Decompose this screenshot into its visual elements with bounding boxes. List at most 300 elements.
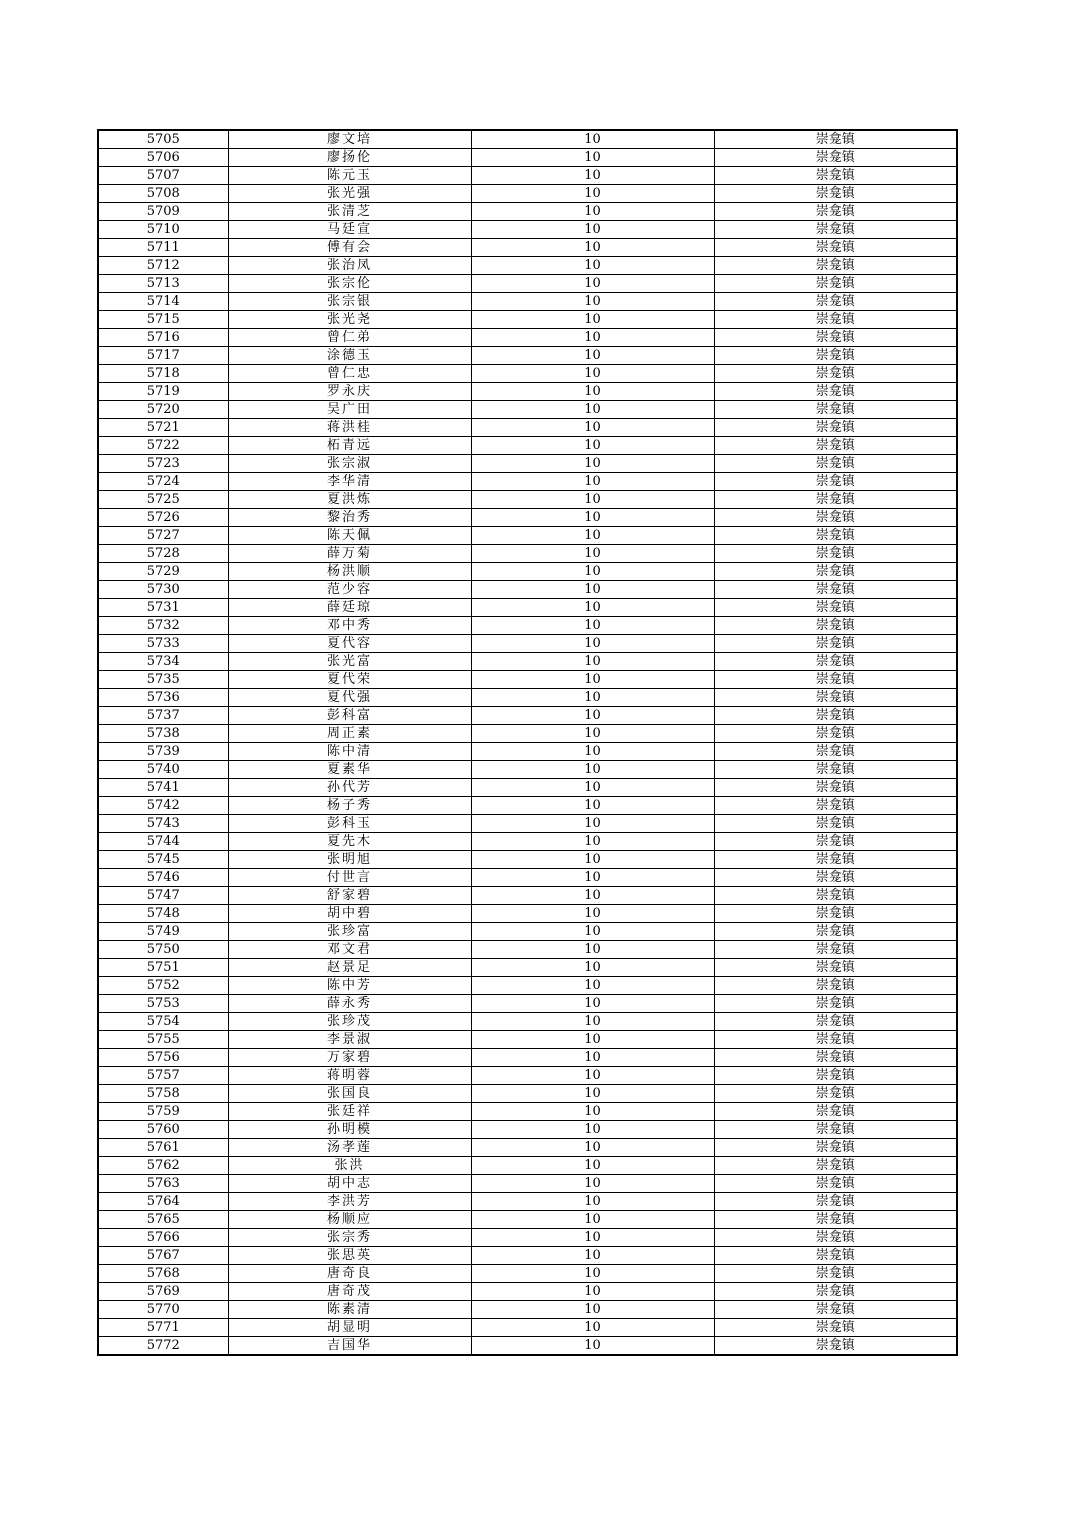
cell-id: 5707 xyxy=(98,167,228,185)
cell-id: 5756 xyxy=(98,1049,228,1067)
table-row xyxy=(98,599,957,617)
cell-amount: 10 xyxy=(471,167,714,185)
cell-town: 崇龛镇 xyxy=(714,1265,957,1283)
cell-amount: 10 xyxy=(471,527,714,545)
cell-town: 崇龛镇 xyxy=(714,977,957,995)
cell-id: 5732 xyxy=(98,617,228,635)
cell-name: 彭科富 xyxy=(228,707,471,725)
table-row xyxy=(98,365,957,383)
table-row xyxy=(98,1265,957,1283)
table-row xyxy=(98,797,957,815)
cell-amount: 10 xyxy=(471,725,714,743)
cell-name: 彭科玉 xyxy=(228,815,471,833)
table-row xyxy=(98,1247,957,1265)
cell-town: 崇龛镇 xyxy=(714,1013,957,1031)
cell-name: 邓中秀 xyxy=(228,617,471,635)
cell-amount: 10 xyxy=(471,1319,714,1337)
cell-name: 涂德玉 xyxy=(228,347,471,365)
cell-id: 5721 xyxy=(98,419,228,437)
cell-id: 5739 xyxy=(98,743,228,761)
cell-name: 张光强 xyxy=(228,185,471,203)
cell-amount: 10 xyxy=(471,905,714,923)
table-row xyxy=(98,1049,957,1067)
cell-id: 5763 xyxy=(98,1175,228,1193)
cell-town: 崇龛镇 xyxy=(714,833,957,851)
cell-amount: 10 xyxy=(471,509,714,527)
table-row xyxy=(98,275,957,293)
cell-id: 5742 xyxy=(98,797,228,815)
cell-town: 崇龛镇 xyxy=(714,815,957,833)
cell-town: 崇龛镇 xyxy=(714,203,957,221)
cell-amount: 10 xyxy=(471,1103,714,1121)
cell-name: 付世言 xyxy=(228,869,471,887)
cell-amount: 10 xyxy=(471,239,714,257)
cell-town: 崇龛镇 xyxy=(714,617,957,635)
cell-town: 崇龛镇 xyxy=(714,455,957,473)
cell-amount: 10 xyxy=(471,1067,714,1085)
cell-id: 5719 xyxy=(98,383,228,401)
cell-town: 崇龛镇 xyxy=(714,797,957,815)
table-row xyxy=(98,815,957,833)
cell-town: 崇龛镇 xyxy=(714,959,957,977)
cell-amount: 10 xyxy=(471,329,714,347)
cell-id: 5765 xyxy=(98,1211,228,1229)
cell-town: 崇龛镇 xyxy=(714,779,957,797)
cell-name: 曾仁弟 xyxy=(228,329,471,347)
cell-amount: 10 xyxy=(471,1301,714,1319)
cell-town: 崇龛镇 xyxy=(714,671,957,689)
cell-town: 崇龛镇 xyxy=(714,545,957,563)
cell-town: 崇龛镇 xyxy=(714,1103,957,1121)
cell-name: 杨顺应 xyxy=(228,1211,471,1229)
cell-id: 5741 xyxy=(98,779,228,797)
cell-id: 5751 xyxy=(98,959,228,977)
cell-name: 柘青远 xyxy=(228,437,471,455)
cell-amount: 10 xyxy=(471,130,714,149)
cell-amount: 10 xyxy=(471,671,714,689)
cell-name: 张廷祥 xyxy=(228,1103,471,1121)
cell-name: 李洪芳 xyxy=(228,1193,471,1211)
cell-name: 陈中清 xyxy=(228,743,471,761)
table-row xyxy=(98,1319,957,1337)
cell-town: 崇龛镇 xyxy=(714,1301,957,1319)
cell-town: 崇龛镇 xyxy=(714,383,957,401)
cell-amount: 10 xyxy=(471,977,714,995)
cell-amount: 10 xyxy=(471,545,714,563)
table-row xyxy=(98,923,957,941)
cell-name: 万家碧 xyxy=(228,1049,471,1067)
cell-amount: 10 xyxy=(471,995,714,1013)
cell-id: 5715 xyxy=(98,311,228,329)
table-row xyxy=(98,563,957,581)
cell-name: 邓文君 xyxy=(228,941,471,959)
table-row xyxy=(98,1031,957,1049)
cell-name: 陈天佩 xyxy=(228,527,471,545)
cell-name: 傅有会 xyxy=(228,239,471,257)
table-row xyxy=(98,653,957,671)
cell-id: 5772 xyxy=(98,1337,228,1356)
table-row xyxy=(98,239,957,257)
cell-name: 夏代荣 xyxy=(228,671,471,689)
cell-id: 5744 xyxy=(98,833,228,851)
cell-amount: 10 xyxy=(471,419,714,437)
cell-amount: 10 xyxy=(471,761,714,779)
table-row xyxy=(98,1121,957,1139)
cell-town: 崇龛镇 xyxy=(714,995,957,1013)
cell-town: 崇龛镇 xyxy=(714,653,957,671)
table-row xyxy=(98,1157,957,1175)
cell-name: 夏素华 xyxy=(228,761,471,779)
cell-amount: 10 xyxy=(471,617,714,635)
cell-amount: 10 xyxy=(471,1013,714,1031)
cell-name: 张洪 xyxy=(228,1157,471,1175)
cell-id: 5743 xyxy=(98,815,228,833)
cell-town: 崇龛镇 xyxy=(714,635,957,653)
cell-amount: 10 xyxy=(471,887,714,905)
cell-name: 吉国华 xyxy=(228,1337,471,1356)
cell-name: 薛永秀 xyxy=(228,995,471,1013)
table-body xyxy=(98,130,957,1355)
cell-town: 崇龛镇 xyxy=(714,743,957,761)
cell-amount: 10 xyxy=(471,221,714,239)
cell-amount: 10 xyxy=(471,473,714,491)
cell-amount: 10 xyxy=(471,869,714,887)
cell-town: 崇龛镇 xyxy=(714,239,957,257)
cell-name: 赵景足 xyxy=(228,959,471,977)
cell-town: 崇龛镇 xyxy=(714,581,957,599)
cell-name: 孙代芳 xyxy=(228,779,471,797)
cell-amount: 10 xyxy=(471,1175,714,1193)
table-row xyxy=(98,455,957,473)
cell-id: 5766 xyxy=(98,1229,228,1247)
table-row xyxy=(98,941,957,959)
cell-town: 崇龛镇 xyxy=(714,347,957,365)
cell-name: 杨子秀 xyxy=(228,797,471,815)
cell-name: 舒家碧 xyxy=(228,887,471,905)
table-row xyxy=(98,1013,957,1031)
cell-town: 崇龛镇 xyxy=(714,149,957,167)
cell-town: 崇龛镇 xyxy=(714,329,957,347)
cell-town: 崇龛镇 xyxy=(714,599,957,617)
table-row xyxy=(98,617,957,635)
cell-town: 崇龛镇 xyxy=(714,707,957,725)
cell-id: 5737 xyxy=(98,707,228,725)
table-row xyxy=(98,833,957,851)
cell-town: 崇龛镇 xyxy=(714,851,957,869)
cell-id: 5745 xyxy=(98,851,228,869)
cell-amount: 10 xyxy=(471,653,714,671)
cell-amount: 10 xyxy=(471,923,714,941)
cell-name: 张思英 xyxy=(228,1247,471,1265)
table-row xyxy=(98,725,957,743)
cell-id: 5757 xyxy=(98,1067,228,1085)
table-row xyxy=(98,887,957,905)
cell-amount: 10 xyxy=(471,437,714,455)
cell-id: 5760 xyxy=(98,1121,228,1139)
cell-id: 5727 xyxy=(98,527,228,545)
cell-id: 5712 xyxy=(98,257,228,275)
cell-name: 陈中芳 xyxy=(228,977,471,995)
table-row xyxy=(98,1175,957,1193)
cell-id: 5750 xyxy=(98,941,228,959)
cell-id: 5771 xyxy=(98,1319,228,1337)
cell-amount: 10 xyxy=(471,797,714,815)
cell-amount: 10 xyxy=(471,347,714,365)
table-row xyxy=(98,130,957,149)
cell-town: 崇龛镇 xyxy=(714,1139,957,1157)
cell-town: 崇龛镇 xyxy=(714,1175,957,1193)
table-row xyxy=(98,851,957,869)
cell-town: 崇龛镇 xyxy=(714,1067,957,1085)
cell-name: 张治凤 xyxy=(228,257,471,275)
cell-id: 5767 xyxy=(98,1247,228,1265)
cell-name: 胡中志 xyxy=(228,1175,471,1193)
cell-town: 崇龛镇 xyxy=(714,941,957,959)
table-row xyxy=(98,1337,957,1356)
table-row xyxy=(98,905,957,923)
cell-town: 崇龛镇 xyxy=(714,725,957,743)
cell-id: 5753 xyxy=(98,995,228,1013)
cell-amount: 10 xyxy=(471,959,714,977)
cell-town: 崇龛镇 xyxy=(714,401,957,419)
cell-name: 罗永庆 xyxy=(228,383,471,401)
cell-amount: 10 xyxy=(471,1193,714,1211)
cell-town: 崇龛镇 xyxy=(714,419,957,437)
cell-name: 陈元玉 xyxy=(228,167,471,185)
cell-town: 崇龛镇 xyxy=(714,1157,957,1175)
cell-town: 崇龛镇 xyxy=(714,1337,957,1356)
cell-amount: 10 xyxy=(471,203,714,221)
cell-amount: 10 xyxy=(471,941,714,959)
cell-town: 崇龛镇 xyxy=(714,1283,957,1301)
cell-amount: 10 xyxy=(471,815,714,833)
cell-amount: 10 xyxy=(471,599,714,617)
cell-name: 李景淑 xyxy=(228,1031,471,1049)
cell-id: 5706 xyxy=(98,149,228,167)
cell-town: 崇龛镇 xyxy=(714,1121,957,1139)
cell-name: 张珍富 xyxy=(228,923,471,941)
cell-amount: 10 xyxy=(471,293,714,311)
table-row xyxy=(98,635,957,653)
cell-name: 孙明模 xyxy=(228,1121,471,1139)
cell-town: 崇龛镇 xyxy=(714,1319,957,1337)
cell-name: 张宗银 xyxy=(228,293,471,311)
cell-town: 崇龛镇 xyxy=(714,563,957,581)
table-row xyxy=(98,581,957,599)
cell-amount: 10 xyxy=(471,689,714,707)
cell-amount: 10 xyxy=(471,1139,714,1157)
cell-name: 廖扬伦 xyxy=(228,149,471,167)
cell-amount: 10 xyxy=(471,581,714,599)
table-row xyxy=(98,1085,957,1103)
cell-id: 5769 xyxy=(98,1283,228,1301)
cell-name: 廖文培 xyxy=(228,130,471,149)
cell-id: 5758 xyxy=(98,1085,228,1103)
cell-amount: 10 xyxy=(471,1337,714,1356)
cell-id: 5714 xyxy=(98,293,228,311)
cell-id: 5708 xyxy=(98,185,228,203)
cell-amount: 10 xyxy=(471,311,714,329)
cell-name: 张明旭 xyxy=(228,851,471,869)
cell-name: 范少容 xyxy=(228,581,471,599)
table-row xyxy=(98,1139,957,1157)
cell-amount: 10 xyxy=(471,779,714,797)
table-row xyxy=(98,383,957,401)
cell-id: 5733 xyxy=(98,635,228,653)
cell-town: 崇龛镇 xyxy=(714,527,957,545)
cell-amount: 10 xyxy=(471,635,714,653)
table-row xyxy=(98,959,957,977)
cell-amount: 10 xyxy=(471,365,714,383)
cell-name: 蒋洪桂 xyxy=(228,419,471,437)
cell-id: 5736 xyxy=(98,689,228,707)
cell-id: 5720 xyxy=(98,401,228,419)
cell-name: 夏代强 xyxy=(228,689,471,707)
cell-id: 5717 xyxy=(98,347,228,365)
cell-id: 5722 xyxy=(98,437,228,455)
table-row xyxy=(98,743,957,761)
cell-name: 陈素清 xyxy=(228,1301,471,1319)
cell-name: 张光富 xyxy=(228,653,471,671)
cell-id: 5761 xyxy=(98,1139,228,1157)
cell-town: 崇龛镇 xyxy=(714,130,957,149)
cell-amount: 10 xyxy=(471,1229,714,1247)
cell-amount: 10 xyxy=(471,743,714,761)
cell-name: 张宗伦 xyxy=(228,275,471,293)
cell-town: 崇龛镇 xyxy=(714,689,957,707)
table-row xyxy=(98,167,957,185)
cell-id: 5747 xyxy=(98,887,228,905)
table-row xyxy=(98,1193,957,1211)
table-row xyxy=(98,257,957,275)
cell-amount: 10 xyxy=(471,1049,714,1067)
table-row xyxy=(98,761,957,779)
cell-id: 5764 xyxy=(98,1193,228,1211)
table-row xyxy=(98,293,957,311)
cell-id: 5748 xyxy=(98,905,228,923)
table-row xyxy=(98,869,957,887)
cell-town: 崇龛镇 xyxy=(714,1085,957,1103)
cell-name: 唐奇良 xyxy=(228,1265,471,1283)
table-row xyxy=(98,347,957,365)
cell-id: 5731 xyxy=(98,599,228,617)
table-row xyxy=(98,509,957,527)
cell-amount: 10 xyxy=(471,1121,714,1139)
cell-town: 崇龛镇 xyxy=(714,1229,957,1247)
table-row xyxy=(98,545,957,563)
table-row xyxy=(98,1067,957,1085)
cell-id: 5740 xyxy=(98,761,228,779)
cell-town: 崇龛镇 xyxy=(714,1247,957,1265)
cell-town: 崇龛镇 xyxy=(714,761,957,779)
cell-id: 5770 xyxy=(98,1301,228,1319)
cell-id: 5725 xyxy=(98,491,228,509)
cell-amount: 10 xyxy=(471,257,714,275)
cell-name: 唐奇茂 xyxy=(228,1283,471,1301)
cell-amount: 10 xyxy=(471,833,714,851)
cell-town: 崇龛镇 xyxy=(714,311,957,329)
cell-town: 崇龛镇 xyxy=(714,257,957,275)
table-row xyxy=(98,491,957,509)
cell-name: 李华清 xyxy=(228,473,471,491)
table-row xyxy=(98,221,957,239)
cell-id: 5746 xyxy=(98,869,228,887)
table-row xyxy=(98,1229,957,1247)
cell-name: 蒋明蓉 xyxy=(228,1067,471,1085)
cell-amount: 10 xyxy=(471,1265,714,1283)
cell-name: 张宗秀 xyxy=(228,1229,471,1247)
cell-town: 崇龛镇 xyxy=(714,437,957,455)
cell-amount: 10 xyxy=(471,491,714,509)
cell-id: 5723 xyxy=(98,455,228,473)
table-row xyxy=(98,977,957,995)
cell-town: 崇龛镇 xyxy=(714,905,957,923)
table-row xyxy=(98,437,957,455)
cell-amount: 10 xyxy=(471,707,714,725)
cell-id: 5762 xyxy=(98,1157,228,1175)
cell-id: 5705 xyxy=(98,130,228,149)
cell-amount: 10 xyxy=(471,149,714,167)
table-row xyxy=(98,329,957,347)
cell-name: 张宗淑 xyxy=(228,455,471,473)
cell-id: 5768 xyxy=(98,1265,228,1283)
cell-town: 崇龛镇 xyxy=(714,1211,957,1229)
cell-amount: 10 xyxy=(471,1085,714,1103)
cell-town: 崇龛镇 xyxy=(714,491,957,509)
cell-id: 5709 xyxy=(98,203,228,221)
cell-id: 5755 xyxy=(98,1031,228,1049)
cell-town: 崇龛镇 xyxy=(714,1193,957,1211)
table-row xyxy=(98,671,957,689)
cell-amount: 10 xyxy=(471,1211,714,1229)
cell-name: 汤孝莲 xyxy=(228,1139,471,1157)
cell-town: 崇龛镇 xyxy=(714,221,957,239)
cell-id: 5734 xyxy=(98,653,228,671)
cell-name: 夏先木 xyxy=(228,833,471,851)
cell-name: 夏代容 xyxy=(228,635,471,653)
cell-id: 5759 xyxy=(98,1103,228,1121)
cell-name: 杨洪顺 xyxy=(228,563,471,581)
cell-id: 5752 xyxy=(98,977,228,995)
cell-name: 曾仁忠 xyxy=(228,365,471,383)
table-row xyxy=(98,707,957,725)
table-row xyxy=(98,311,957,329)
cell-town: 崇龛镇 xyxy=(714,1031,957,1049)
cell-name: 张清芝 xyxy=(228,203,471,221)
cell-town: 崇龛镇 xyxy=(714,509,957,527)
cell-town: 崇龛镇 xyxy=(714,275,957,293)
cell-amount: 10 xyxy=(471,1157,714,1175)
cell-id: 5711 xyxy=(98,239,228,257)
table-row xyxy=(98,203,957,221)
cell-name: 薛万菊 xyxy=(228,545,471,563)
cell-amount: 10 xyxy=(471,1247,714,1265)
cell-town: 崇龛镇 xyxy=(714,365,957,383)
cell-amount: 10 xyxy=(471,1283,714,1301)
cell-name: 胡显明 xyxy=(228,1319,471,1337)
table-row xyxy=(98,401,957,419)
cell-town: 崇龛镇 xyxy=(714,473,957,491)
cell-amount: 10 xyxy=(471,851,714,869)
cell-id: 5713 xyxy=(98,275,228,293)
cell-id: 5726 xyxy=(98,509,228,527)
table-row xyxy=(98,1211,957,1229)
cell-amount: 10 xyxy=(471,563,714,581)
table-row xyxy=(98,689,957,707)
cell-name: 张珍茂 xyxy=(228,1013,471,1031)
data-table xyxy=(97,129,958,1356)
cell-id: 5710 xyxy=(98,221,228,239)
